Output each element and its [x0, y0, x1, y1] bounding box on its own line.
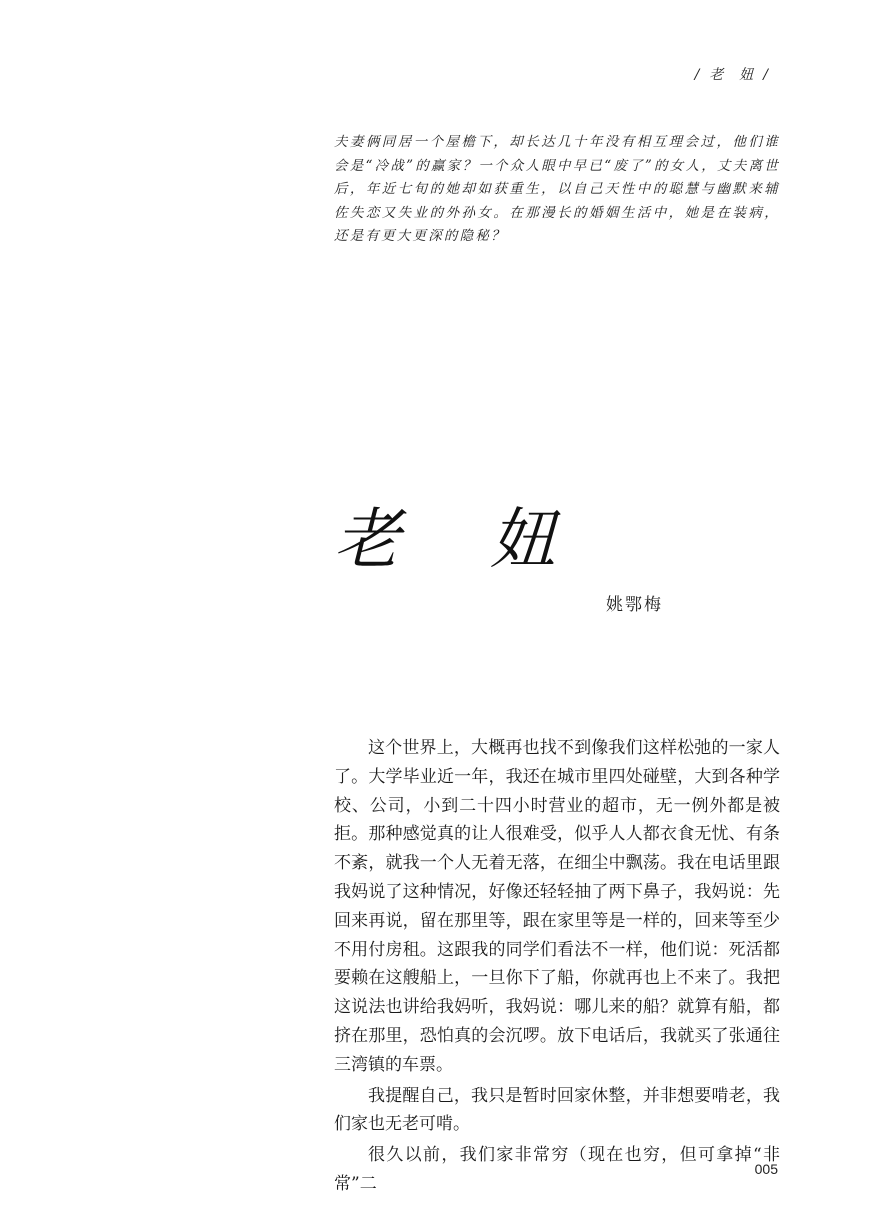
header-title-char-1: 老 [709, 67, 726, 83]
header-slash-right: / [763, 67, 770, 83]
body-paragraph-2: 我提醒自己，我只是暂时回家休整，并非想要啃老，我们家也无老可啃。 [334, 1085, 780, 1135]
page-number: 005 [754, 1161, 778, 1177]
story-title-char-2: 妞 [490, 501, 556, 578]
header-title-char-2: 妞 [739, 67, 756, 83]
body-paragraph-1: 这个世界上，大概再也找不到像我们这样松弛的一家人了。大学毕业近一年，我还在城市里四处碰壁，大到各种学校、公司，小到二十四小时营业的超市，无一例外都是被拒。那种感觉真的让人很难受，似乎人人都衣食无忧、有条不紊，就我一个人无着无落，在细尘中飘荡。我在电话里跟我妈说了这种情况，好像还轻轻抽了两下鼻子，我妈说：先回来再说，留在那里等，跟在家里等是一样的，回来等至少不用付房租。这跟我的同学们看法不一样，他们说：死活都要赖在这艘船上，一旦你下了船，你就再也上不来了。我把这说法也讲给我妈听，我妈说：哪儿来的船？就算有船，都挤在那里，恐怕真的会沉啰。放下电话后，我就买了张通往三湾镇的车票。 [334, 738, 780, 1075]
story-summary: 夫妻俩同居一个屋檐下，却长达几十年没有相互理会过，他们谁会是“冷战”的赢家？一个众人眼中早已“废了”的女人，丈夫离世后，年近七旬的她却如获重生，以自己天性中的聪慧与幽默来辅佐失恋又失业的外孙女。在那漫长的婚姻生活中，她是在装病，还是有更大更深的隐秘？ [334, 134, 780, 244]
body-text [334, 734, 780, 1201]
header-slash-left: / [694, 67, 702, 83]
story-title-char-1: 老 [334, 501, 400, 578]
story-title [334, 498, 556, 582]
body-paragraph-3: 很久以前，我们家非常穷（现在也穷，但可拿掉“非常”二 [334, 1145, 780, 1194]
author-name: 姚鄂梅 [606, 595, 663, 615]
running-header [687, 64, 778, 84]
